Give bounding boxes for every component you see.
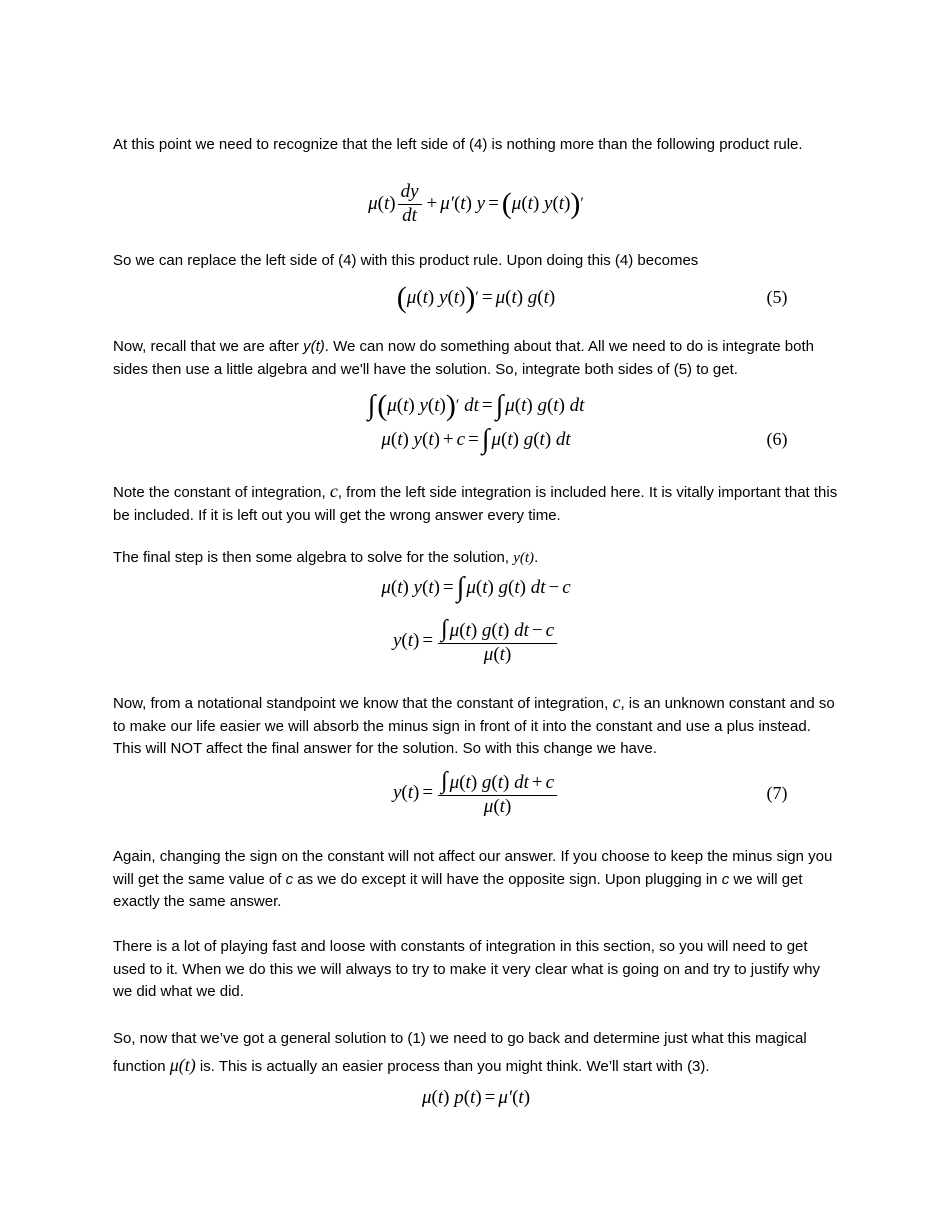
- paragraph-changing-sign: [113, 846, 843, 914]
- equation-algebra-line-1: μ ( t ) y ( t ) = ∫ μ ( t ) g ( t ) dt − c: [381, 572, 571, 603]
- inline-variable-c: c: [329, 481, 338, 501]
- text-fragment: Note the constant of integration,: [113, 484, 330, 501]
- text-fragment: is. This is actually an easier process than you might think. We’ll start with (3).: [195, 1058, 710, 1075]
- paragraph-fast-and-loose: There is a lot of playing fast and loose with constants of integration in this section, so you will need to get used to it. When we do this we will always to try to make it very clear what is going on and try to justify why we did what we did.: [113, 938, 820, 1000]
- inline-variable-y: y(t): [513, 550, 535, 566]
- text-fragment: . We can now do something about that. All we need to do is integrate both sides then use a little algebra and we'll have the solution. So, integrate both sides of (5) to get.: [113, 338, 814, 378]
- text-fragment: So, now that we’ve got a general solution to (1) we need to go back and determine just what this magical function: [113, 1030, 807, 1075]
- text-fragment: The final step is then some algebra to solve for the solution,: [113, 549, 514, 566]
- equation-5: ( μ ( t ) y ( t ) ) ′ = μ ( t ) g ( t ): [396, 281, 556, 314]
- inline-variable-c: c: [285, 870, 294, 888]
- text-fragment: .: [534, 549, 539, 566]
- text-fragment: we will get exactly the same answer.: [113, 870, 803, 910]
- inline-variable-c: c: [721, 870, 730, 888]
- equation-6-line-1: ∫ ( μ ( t ) y ( t ) ) ′ dt = ∫ μ ( t ) g ( t ) dt: [367, 389, 585, 422]
- equation-product-rule: μ ( t ) $\frac{dy}{dt}$ + μ′ ( t ) y = ( μ ( t ) y ( t ) ) ′: [368, 180, 584, 226]
- inline-variable-y: y(t): [303, 338, 325, 355]
- paragraph-constant-note: [113, 480, 843, 527]
- paragraph-magical-function: [113, 1026, 843, 1080]
- paragraph-final-step: [113, 547, 843, 570]
- inline-variable-c: c: [612, 692, 621, 712]
- equation-number-5: (5): [766, 287, 788, 307]
- equation-6-line-2: μ ( t ) y ( t ) + c = ∫ μ ( t ) g ( t ) dt: [381, 424, 571, 455]
- paragraph-product-rule: At this point we need to recognize that the left side of (4) is nothing more than the following product rule.: [113, 136, 803, 153]
- paragraph-replace-left-side: So we can replace the left side of (4) with this product rule. Upon doing this (4) becomes: [113, 252, 699, 269]
- equation-mu-p-relation: μ ( t ) p ( t ) = μ′ ( t ): [421, 1087, 531, 1108]
- equation-7: y ( t ) = $\frac{\int \mu(t) g(t) dt + c}{\mu(t)}$: [0, 766, 952, 820]
- text-fragment: Now, recall that we are after: [113, 338, 304, 355]
- text-fragment: , is an unknown constant and so to make our life easier we will absorb the minus sign in front of it into the constant and use a plus instead. This will NOT affect the final answer for the solution. So with this change we have.: [113, 695, 835, 757]
- text-fragment: Again, changing the sign on the constant will not affect our answer. If you choose to keep the minus sign you will get the same value of: [113, 848, 833, 888]
- text-fragment: Now, from a notational standpoint we know that the constant of integration,: [113, 695, 613, 712]
- inline-variable-mu: μ(t): [169, 1055, 196, 1075]
- text-fragment: as we do except it will have the opposite sign. Upon plugging in: [293, 870, 722, 888]
- equation-number-7: (7): [766, 783, 788, 803]
- equation-number-6: (6): [766, 429, 788, 449]
- text-fragment: , from the left side integration is included here. It is vitally important that this be included. If it is left out you will get the wrong answer every time.: [113, 484, 838, 524]
- paragraph-notational-standpoint: [113, 691, 843, 761]
- paragraph-recall-y: [113, 336, 843, 381]
- equation-algebra-line-2: y ( t ) = $\frac{\int \mu(t) g(t) dt - c}{\mu(t)}$: [0, 614, 952, 668]
